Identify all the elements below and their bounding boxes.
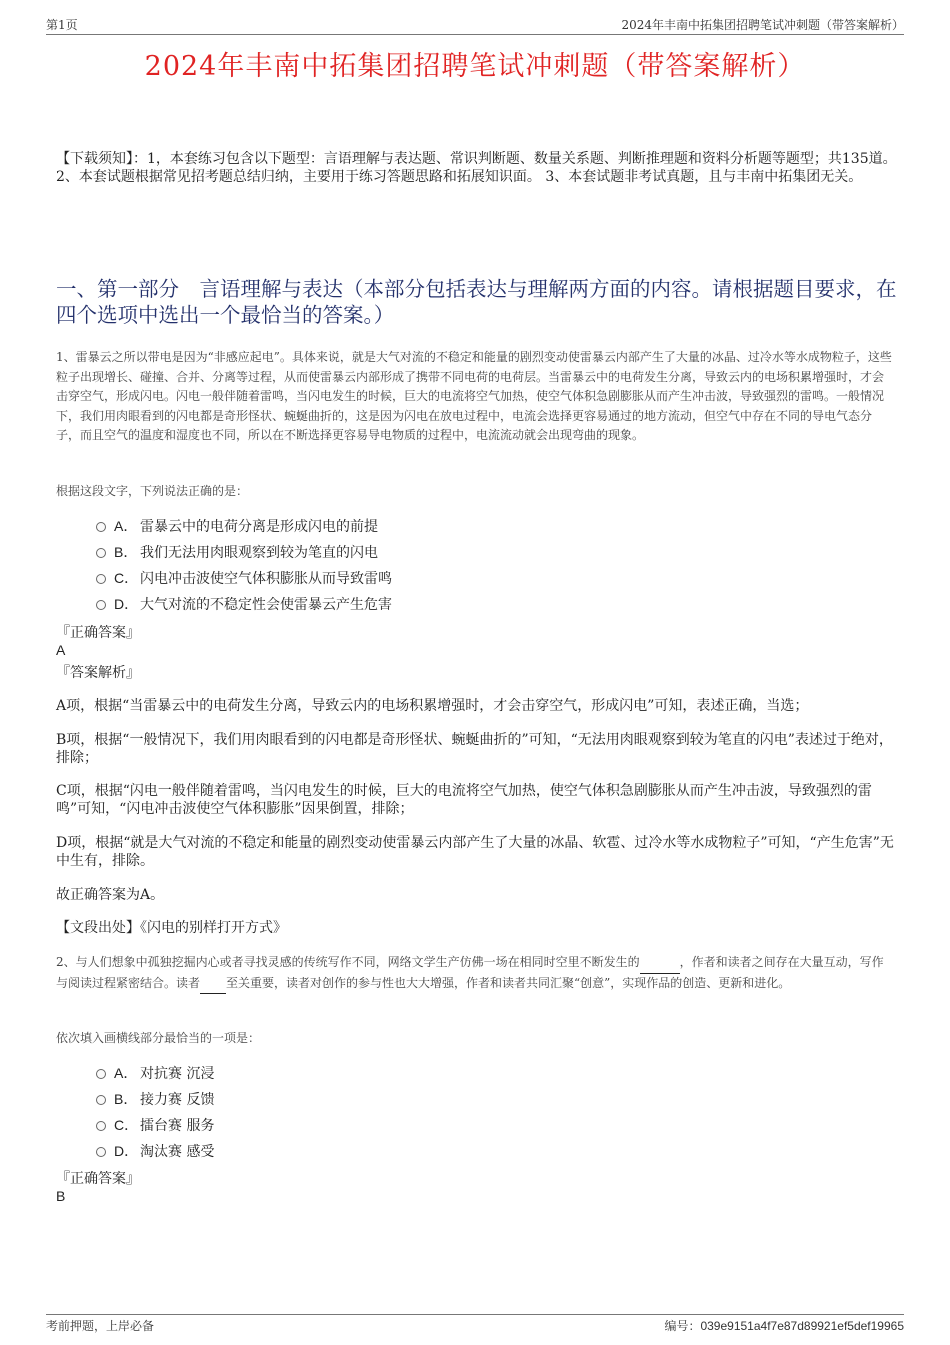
option-b[interactable] <box>96 1088 796 1114</box>
option-d[interactable] <box>96 593 796 619</box>
answer-value: B <box>56 1188 66 1204</box>
radio-icon[interactable] <box>96 1069 106 1079</box>
page-footer <box>46 1314 904 1335</box>
stem-part-3: 至关重要，读者对创作的参与性也大大增强，作者和读者共同汇聚“创意”，实现作品的创造、更新和进化。 <box>226 975 791 990</box>
question-1-options <box>96 515 796 619</box>
radio-icon[interactable] <box>96 548 106 558</box>
option-text: 淘汰赛 感受 <box>140 1144 215 1160</box>
question-2-options <box>96 1062 796 1166</box>
code-label: 编号： <box>664 1319 701 1333</box>
question-1-stem: 1、雷暴云之所以带电是因为“非感应起电”。具体来说，就是大气对流的不稳定和能量的剧烈变动使雷暴云内部产生了大量的冰晶、过冷水等水成物粒子，这些粒子出现增长、碰撞、合并、分离等过程，从而使雷暴云内部形成了携带不同电荷的电荷层。当雷暴云中的电荷发生分离，导致云内的电场积累增强时，才会击穿空气，形成闪电。闪电一般伴随着雷鸣，当闪电发生的时候，巨大的电流将空气加热，使空气体积急剧膨胀从而产生冲击波，导致强烈的雷鸣。一般情况下，我们用肉眼看到的闪电都是奇形怪状、蜿蜒曲折的，这是因为闪电在放电过程中，电流会选择更容易通过的地方流动，但空气中存在不同的导电气态分子，而且空气的温度和湿度也不同，所以在不断选择更容易导电物质的过程中，电流流动就会出现弯曲的现象。 <box>56 350 892 442</box>
document-title: 2024年丰南中拓集团招聘笔试冲刺题（带答案解析） <box>144 51 806 82</box>
option-d[interactable] <box>96 1140 796 1166</box>
radio-icon[interactable] <box>96 522 106 532</box>
option-key: C． <box>114 570 139 586</box>
option-key: B． <box>114 544 138 560</box>
analysis-a: A项，根据“当雷暴云中的电荷发生分离，导致云内的电场积累增强时，才会击穿空气，形成闪电”可知，表述正确，当选； <box>56 698 809 714</box>
question-2-ask: 依次填入画横线部分最恰当的一项是： <box>56 1031 261 1045</box>
code-value: 039e9151a4f7e87d89921ef5def19965 <box>700 1319 904 1333</box>
analysis-b: B项，根据“一般情况下，我们用肉眼看到的闪电都是奇形怪状、蜿蜒曲折的”可知，“无法用肉眼观察到较为笔直的闪电”表述过于绝对，排除； <box>56 732 893 766</box>
fill-blank-1 <box>640 953 680 974</box>
option-text: 我们无法用肉眼观察到较为笔直的闪电 <box>140 545 378 561</box>
radio-icon[interactable] <box>96 1095 106 1105</box>
radio-icon[interactable] <box>96 1147 106 1157</box>
header-doc-title: 2024年丰南中拓集团招聘笔试冲刺题（带答案解析） <box>621 18 904 32</box>
section-heading: 一、第一部分 言语理解与表达（本部分包括表达与理解两方面的内容。请根据题目要求，在四个选项中选出一个最恰当的答案。） <box>56 277 897 327</box>
stem-part-2: ，作者和读者之间存在大量互动，写作与阅读过程紧密结合。读者 <box>56 955 884 990</box>
option-c[interactable] <box>96 567 796 593</box>
option-text: 对抗赛 沉浸 <box>140 1066 215 1082</box>
question-2-stem <box>56 953 894 994</box>
radio-icon[interactable] <box>96 1121 106 1131</box>
conclusion: 故正确答案为A。 <box>56 887 165 903</box>
answer-label: 『正确答案』 <box>56 1171 140 1187</box>
source-citation: 【文段出处】《闪电的别样打开方式》 <box>56 920 287 936</box>
footer-slogan: 考前押题，上岸必备 <box>46 1319 155 1333</box>
option-key: D． <box>114 1143 139 1159</box>
option-c[interactable] <box>96 1114 796 1140</box>
option-text: 接力赛 反馈 <box>140 1092 215 1108</box>
option-text: 擂台赛 服务 <box>140 1118 215 1134</box>
answer-value: A <box>56 642 66 658</box>
fill-blank-2 <box>200 974 226 995</box>
option-a[interactable] <box>96 515 796 541</box>
option-a[interactable] <box>96 1062 796 1088</box>
stem-part-1: 2、与人们想象中孤独挖掘内心或者寻找灵感的传统写作不同，网络文学生产仿佛一场在相同时空里不断发生的 <box>56 955 640 969</box>
option-key: B． <box>114 1091 138 1107</box>
analysis-label: 『答案解析』 <box>56 665 140 681</box>
answer-label: 『正确答案』 <box>56 625 140 641</box>
footer-code <box>664 1317 904 1334</box>
download-notice: 【下载须知】：1，本套练习包含以下题型：言语理解与表达题、常识判断题、数量关系题、判断推理题和资料分析题等题型；共135道。 2、本套试题根据常见招考题总结归纳，主要用于练习答题思路和拓展知识面。 3、本套试题非考试真题，且与丰南中拓集团无关。 <box>56 151 897 185</box>
analysis-d: D项，根据“就是大气对流的不稳定和能量的剧烈变动使雷暴云内部产生了大量的冰晶、软雹、过冷水等水成物粒子”可知，“产生危害”无中生有，排除。 <box>56 835 894 869</box>
radio-icon[interactable] <box>96 600 106 610</box>
analysis-c: C项，根据“闪电一般伴随着雷鸣，当闪电发生的时候，巨大的电流将空气加热，使空气体积急剧膨胀从而产生冲击波，导致强烈的雷鸣”可知，“闪电冲击波使空气体积膨胀”因果倒置，排除； <box>56 783 872 817</box>
option-key: D． <box>114 596 139 612</box>
page-number: 第1页 <box>46 18 78 32</box>
option-b[interactable] <box>96 541 796 567</box>
option-text: 雷暴云中的电荷分离是形成闪电的前提 <box>140 519 378 535</box>
option-text: 大气对流的不稳定性会使雷暴云产生危害 <box>140 597 392 613</box>
question-1-ask: 根据这段文字，下列说法正确的是： <box>56 484 249 498</box>
option-key: A． <box>114 518 138 534</box>
option-key: C． <box>114 1117 139 1133</box>
page-header <box>46 16 904 35</box>
option-text: 闪电冲击波使空气体积膨胀从而导致雷鸣 <box>140 571 392 587</box>
radio-icon[interactable] <box>96 574 106 584</box>
option-key: A． <box>114 1065 138 1081</box>
